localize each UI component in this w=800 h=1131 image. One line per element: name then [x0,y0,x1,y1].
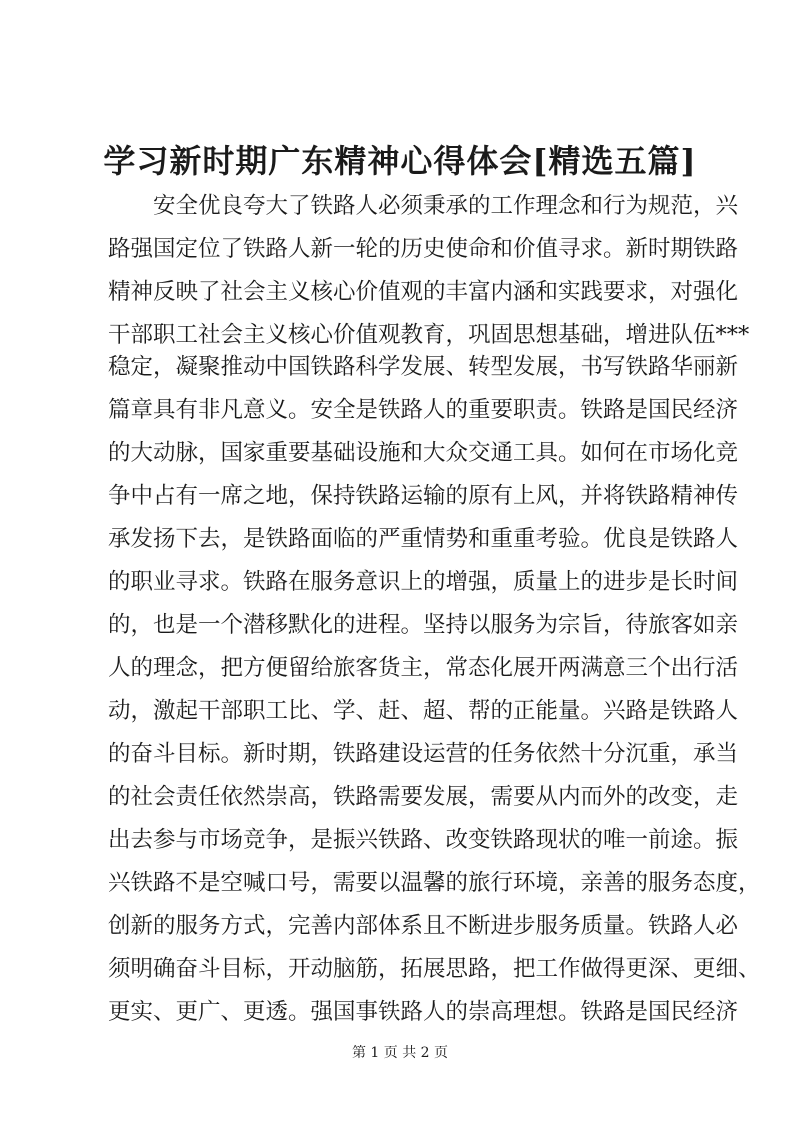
document-title: 学习新时期广东精神心得体会[精选五篇] [103,142,697,180]
body-line: 兴铁路不是空喊口号，需要以温馨的旅行环境，亲善的服务态度， [108,870,761,896]
body-line: 路强国定位了铁路人新一轮的历史使命和价值寻求。新时期铁路 [108,236,739,262]
body-line: 安全优良夸大了铁路人必须秉承的工作理念和行为规范，兴 [153,193,739,219]
body-line: 的社会责任依然崇高，铁路需要发展，需要从内而外的改变，走 [108,784,739,810]
body-line: 的奋斗目标。新时期，铁路建设运营的任务依然十分沉重，承当 [108,741,739,767]
body-line: 争中占有一席之地，保持铁路运输的原有上风，并将铁路精神传 [108,483,739,509]
body-line: 创新的服务方式，完善内部体系且不断进步服务质量。铁路人必 [108,913,739,939]
body-line: 精神反映了社会主义核心价值观的丰富内涵和实践要求，对强化 [108,279,739,305]
body-line: 更实、更广、更透。强国事铁路人的崇高理想。铁路是国民经济 [108,999,739,1025]
body-line: 人的理念，把方便留给旅客货主，常态化展开两满意三个出行活 [108,655,739,681]
body-line: 的职业寻求。铁路在服务意识上的增强，质量上的进步是长时间 [108,569,739,595]
body-line: 的大动脉，国家重要基础设施和大众交通工具。如何在市场化竞 [108,440,739,466]
body-line: 出去参与市场竞争，是振兴铁路、改变铁路现状的唯一前途。振 [108,827,739,853]
body-line: 稳定，凝聚推动中国铁路科学发展、转型发展，书写铁路华丽新 [108,354,739,380]
body-line: 的，也是一个潜移默化的进程。坚持以服务为宗旨，待旅客如亲 [108,612,739,638]
body-line: 动，激起干部职工比、学、赶、超、帮的正能量。兴路是铁路人 [108,698,739,724]
body-line: 干部职工社会主义核心价值观教育，巩固思想基础，增进队伍*** [108,322,750,348]
body-line: 须明确奋斗目标，开动脑筋，拓展思路，把工作做得更深、更细、 [108,956,761,982]
body-line: 承发扬下去，是铁路面临的严重情势和重重考验。优良是铁路人 [108,526,739,552]
page-footer: 第 1 页 共 2 页 [351,1045,449,1061]
body-line: 篇章具有非凡意义。安全是铁路人的重要职责。铁路是国民经济 [108,397,739,423]
